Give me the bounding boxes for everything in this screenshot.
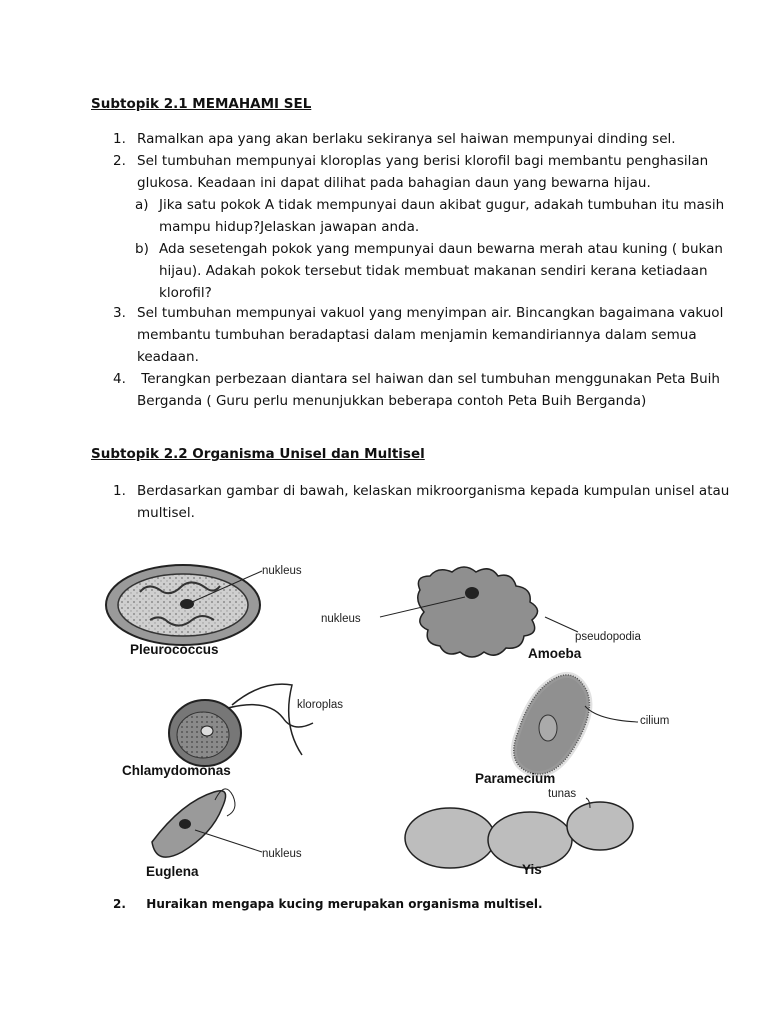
chlamydomonas-diagram — [169, 684, 313, 766]
question-text: Berganda ( Guru perlu menunjukkan beberapa contoh Peta Buih Berganda) — [137, 393, 647, 409]
question-text: glukosa. Keadaan ini dapat dilihat pada bahagian daun yang bewarna hijau. — [137, 175, 651, 191]
question-text: Jika satu pokok A tidak mempunyai daun akibat gugur, adakah tumbuhan itu masih — [159, 197, 725, 213]
question-text: hijau). Adakah pokok tersebut tidak membuat makanan sendiri kerana ketiadaan — [159, 263, 708, 279]
yis-name: Yis — [522, 862, 542, 877]
question-text: Ramalkan apa yang akan berlaku sekiranya sel haiwan mempunyai dinding sel. — [137, 131, 676, 147]
pseudopodia-label: pseudopodia — [575, 631, 641, 643]
question-number: 2. — [113, 897, 126, 911]
pleurococcus-name: Pleurococcus — [130, 642, 219, 657]
question-number: b) — [135, 241, 149, 257]
amoeba-name: Amoeba — [528, 646, 582, 661]
euglena-nucleus-label: nukleus — [262, 848, 302, 860]
yis-diagram — [405, 798, 633, 868]
question-text: Terangkan perbezaan diantara sel haiwan dan sel tumbuhan menggunakan Peta Buih — [137, 371, 720, 387]
cilium-label: cilium — [640, 715, 670, 727]
section-title-2-2: Subtopik 2.2 Organisma Unisel dan Multisel — [91, 446, 425, 462]
question-2-2 — [113, 897, 543, 911]
paramecium-diagram — [514, 675, 638, 774]
question-text: mampu hidup?Jelaskan jawapan anda. — [159, 219, 420, 235]
amoeba-nucleus-label: nukleus — [321, 613, 361, 625]
chlamydomonas-name: Chlamydomonas — [122, 763, 231, 778]
tunas-label: tunas — [548, 788, 577, 800]
question-number: 1. — [113, 131, 126, 147]
question-number: 3. — [113, 305, 126, 321]
pleurococcus-diagram — [106, 565, 262, 645]
euglena-diagram — [152, 789, 262, 857]
kloroplas-label: kloroplas — [297, 699, 344, 711]
question-text: klorofil? — [159, 285, 212, 301]
question-number: 4. — [113, 371, 126, 387]
question-text: keadaan. — [137, 349, 199, 365]
question-text: Sel tumbuhan mempunyai kloroplas yang berisi klorofil bagi membantu penghasilan — [137, 153, 709, 169]
question-text: Huraikan mengapa kucing merupakan organisma multisel. — [146, 897, 543, 911]
question-text: Berdasarkan gambar di bawah, kelaskan mikroorganisma kepada kumpulan unisel atau — [137, 483, 730, 499]
question-text: Ada sesetengah pokok yang mempunyai daun bewarna merah atau kuning ( bukan — [159, 241, 723, 257]
pleurococcus-nucleus-label: nukleus — [262, 565, 302, 577]
question-number: a) — [135, 197, 149, 213]
paramecium-name: Paramecium — [475, 771, 556, 786]
section-title-2-1: Subtopik 2.1 MEMAHAMI SEL — [91, 96, 312, 112]
question-text: membantu tumbuhan beradaptasi dalam menjamin kemandiriannya dalam semua — [137, 327, 697, 343]
euglena-name: Euglena — [146, 864, 199, 879]
question-text: Sel tumbuhan mempunyai vakuol yang menyimpan air. Bincangkan bagaimana vakuol — [137, 305, 724, 321]
question-number: 1. — [113, 483, 126, 499]
question-number: 2. — [113, 153, 126, 169]
question-text: multisel. — [137, 505, 195, 521]
amoeba-diagram — [380, 567, 578, 657]
